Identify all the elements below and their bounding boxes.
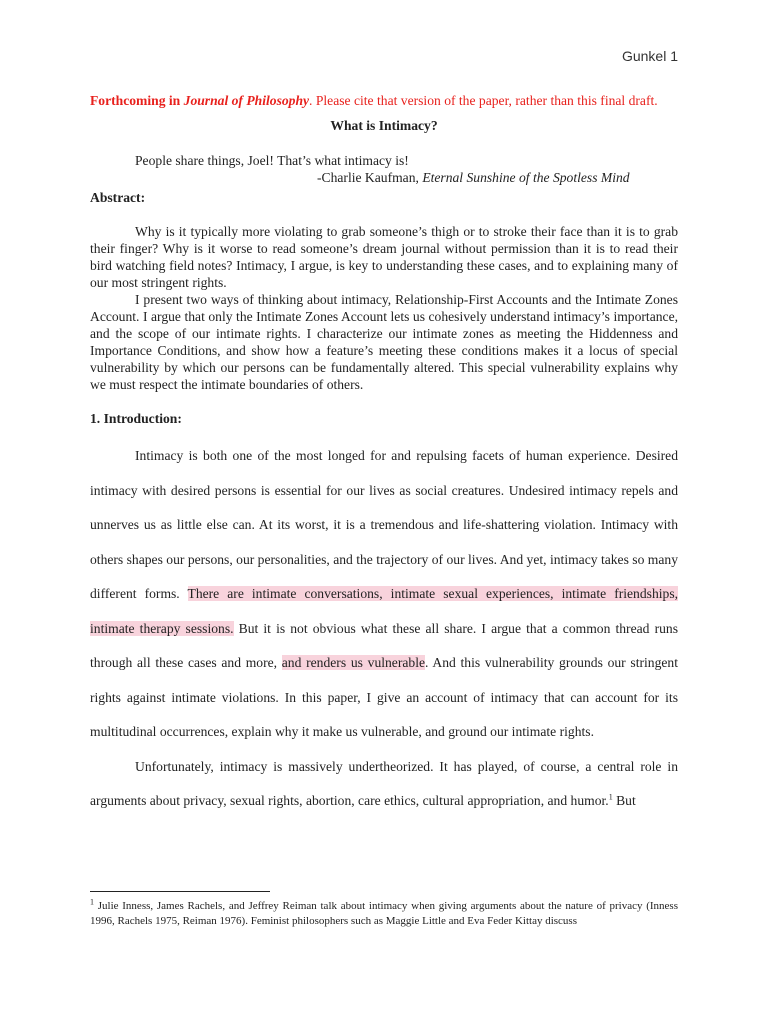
notice-rest: . Please cite that version of the paper, rather than this final draft. [309, 93, 658, 108]
notice-prefix: Forthcoming in [90, 93, 184, 108]
running-head: Gunkel 1 [621, 48, 678, 64]
highlight-1[interactable]: There are intimate conversations, intimate sexual experiences, intimate friendships, intimate therapy sessions. [90, 586, 679, 636]
footnote-text: Julie Inness, James Rachels, and Jeffrey Reiman talk about intimacy when giving arguments about the nature of privacy (Inness 1996, Rachels 1975, Reiman 1976). Feminist philosophers such as Maggie Little and Eva Feder Kittay discuss [90, 900, 678, 927]
intro-paragraph-1 [90, 439, 678, 750]
abstract-heading: Abstract: [90, 190, 146, 205]
footnote-rule [90, 891, 270, 892]
epigraph-source: Eternal Sunshine of the Spotless Mind [422, 170, 630, 185]
intro-p2-text: Unfortunately, intimacy is massively undertheorized. It has played, of course, a central role in arguments about privacy, sexual rights, abortion, care ethics, cultural appropriation, and humor. [90, 758, 678, 808]
notice-journal: Journal of Philosophy [183, 93, 310, 108]
section-heading-introduction: 1. Introduction: [90, 411, 182, 426]
abstract-paragraph-1: Why is it typically more violating to grab someone’s thigh or to stroke their face than it is to grab their finger? Why is it worse to read someone’s dream journal without permission than it is to read their bird watching field notes? Intimacy, I argue, is key to understanding these cases, and to explaining many of our most stringent rights. [90, 224, 678, 290]
epigraph-attribution [90, 169, 678, 186]
highlight-2[interactable]: and renders us vulnerable [281, 655, 426, 670]
epigraph-quote: People share things, Joel! That’s what intimacy is! [135, 153, 409, 168]
intro-p2-tail: But [612, 793, 636, 808]
footnote-ref-1[interactable]: 1 [608, 792, 613, 802]
paper-title: What is Intimacy? [330, 118, 438, 133]
epigraph-author: -Charlie Kaufman, [317, 170, 423, 185]
publication-notice [90, 92, 678, 109]
abstract [90, 223, 678, 393]
intro-p1-text-b: But it is not obvious what these all share. I argue that a common thread runs through all these cases and more, [90, 620, 678, 670]
page-content [90, 92, 678, 819]
intro-p1-text-a: Intimacy is both one of the most longed for and repulsing facets of human experience. Desired intimacy with desired persons is essential for our lives as social creatures. Undesired intimacy repels and unnerves us as little else can. At its worst, it is a tremendous and life-shattering violation. Intimacy with others shapes our persons, our personalities, and the trajectory of our lives. And yet, intimacy takes so many different forms. [90, 448, 678, 601]
intro-p1-text-c: . And this vulnerability grounds our stringent rights against intimate violations. In this paper, I give an account of intimacy that can account for its multitudinal occurrences, explain why it make us vulnerable, and ground our intimate rights. [90, 655, 678, 739]
epigraph [90, 152, 678, 186]
footnote-marker: 1 [90, 897, 94, 907]
intro-paragraph-2 [90, 750, 678, 819]
introduction-body [90, 439, 678, 819]
footnote-1 [90, 899, 678, 929]
abstract-paragraph-2: I present two ways of thinking about intimacy, Relationship-First Accounts and the Intimate Zones Account. I argue that only the Intimate Zones Account lets us cohesively understand intimacy’s importance, and the scope of our intimate rights. I characterize our intimate zones as meeting the Hiddenness and Importance Conditions, and show how a feature’s meeting these conditions makes it a locus of special vulnerability by which our persons can be fundamentally altered. This special vulnerability explains why we must respect the intimate boundaries of others. [90, 292, 678, 392]
